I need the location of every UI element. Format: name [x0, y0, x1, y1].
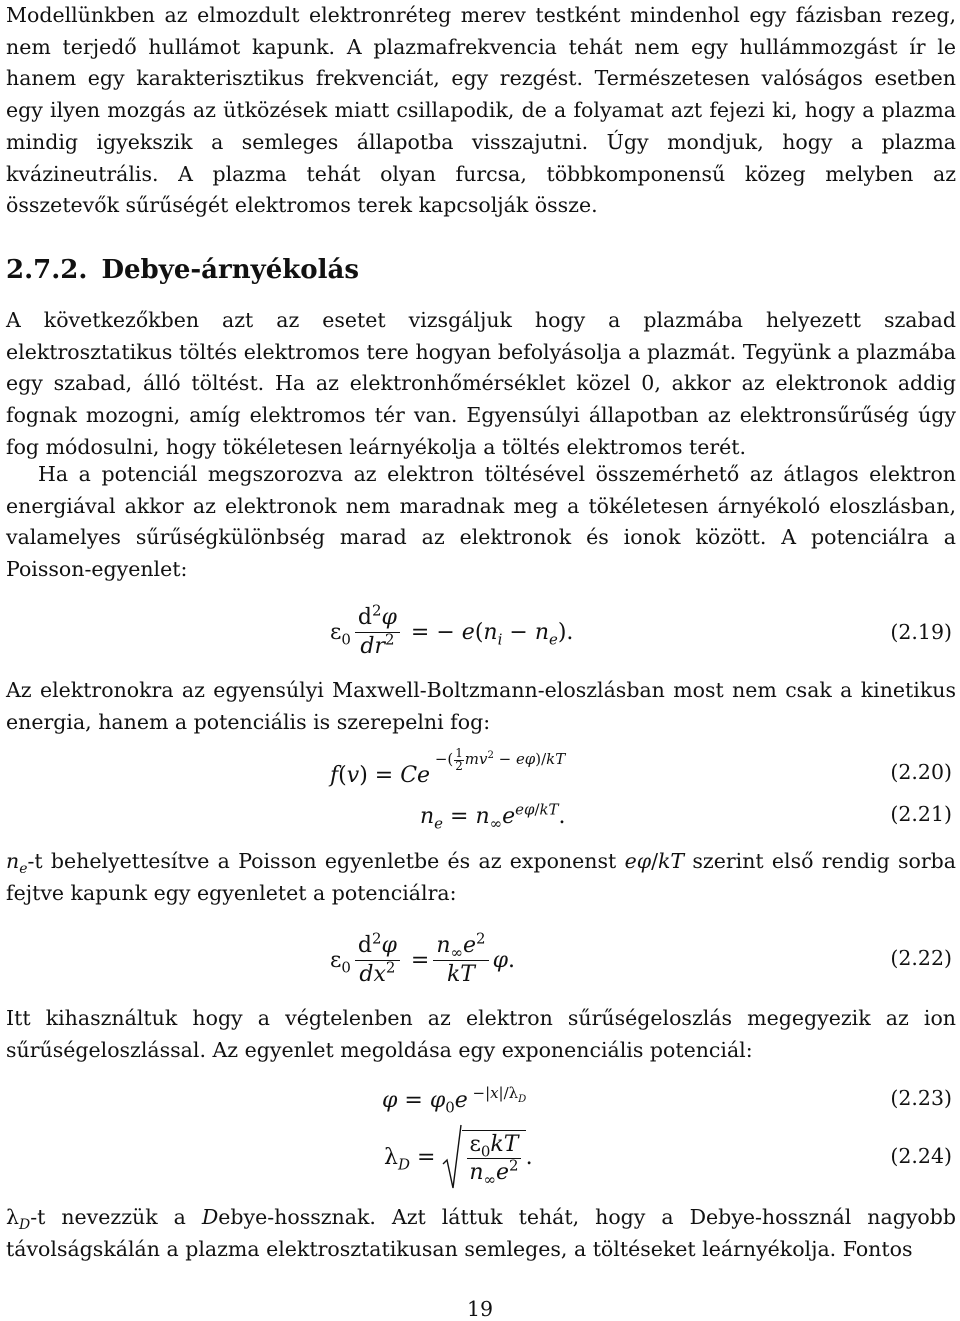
equation-distribution: f(v) = Ce $^{-( \frac{1}{2} mv^2 - e\varphi)/kT}$ [330, 745, 566, 788]
equation-number-2-19: (2.19) [890, 620, 952, 644]
equation-exponential-potential: $\varphi = \varphi_0e$ $^{-|x|/\lambda_D}$ [382, 1084, 527, 1116]
page-number: 19 [466, 1297, 494, 1321]
paragraph-debye-length: $\lambda_D-t$ nevezzük a Debye-hossznak. Azt láttuk tehát, hogy a Debye-hossznál nagyobb távolságskálán a plazma elektrosztatikusan semleges, a töltéseket leárnyékolja. Fontos [6, 1205, 956, 1261]
section-title: Debye-árnyékolás [101, 255, 359, 285]
equation-number-2-22: (2.22) [890, 946, 952, 970]
debye-text-2: ebye-hossznak. Azt láttuk tehát, hogy a Debye-hossznál nagyobb távolságskálán a plazma elektrosztatikusan semleges, a töltéseket leárnyékolja. Fontos [6, 1205, 956, 1261]
equation-number-2-23: (2.23) [890, 1086, 952, 1110]
paragraph-potential: Ha a potenciál megszorozva az elektron töltésével összemérhető az átlagos elektron energiával akkor az elektronok nem maradnak meg a tökéletesen árnyékoló eloszlásban, valamelyes sűrűségkülönbség marad az elektronok és ionok között. A potenciálra a Poisson-egyenlet: [6, 462, 956, 582]
equation-linearized-poisson: $\varepsilon_0$ $\frac{d^2\varphi}{dx^2}$ = $\frac{n_\infty e^2}{kT}$ φ. [330, 930, 515, 987]
equation-poisson: $\varepsilon_0$ $\frac{d^2\varphi}{dr^2}$ = − $e(n_i - n_e)$. [330, 602, 574, 659]
debye-text-1: -t nevezzük a [30, 1205, 186, 1229]
paragraph-maxwell-boltzmann: Az elektronokra az egyensúlyi Maxwell-Boltzmann-eloszlásban most nem csak a kinetikus energia, hanem a potenciális is szerepelni fog: [6, 678, 956, 734]
equation-number-2-21: (2.21) [890, 802, 952, 826]
substitution-text-1: -t behelyettesítve a Poisson egyenletbe és az exponenst [27, 849, 617, 873]
paragraph-substitution: $n_e-t$ behelyettesítve a Poisson egyenletbe és az exponenst eφ/kT szerint első rendig sorba fejtve kapunk egy egyenletet a potenciálra: [6, 849, 956, 905]
substitution-text-2: szerint első rendig sorba fejtve kapunk egy egyenletet a potenciálra: [6, 849, 956, 905]
paragraph-debye-intro: A következőkben azt az esetet vizsgáljuk hogy a plazmába helyezett szabad elektrosztatikus töltés elektromos tere hogyan befolyásolja a plazmát. Tegyünk a plazmába egy szabad, álló töltést. Ha az elektronhőmérséklet közel 0, akkor az elektronok addig fognak mozogni, amíg elektromos tér van. Egyensúlyi állapotban az elektronsűrűség úgy fog módosulni, hogy tökéletesen leárnyékolja a töltés elektromos terét. [6, 308, 956, 459]
equation-electron-density: $n_e = n_\infty e^{e\varphi/kT}$. [420, 800, 566, 832]
equation-number-2-20: (2.20) [890, 760, 952, 784]
paragraph-plasma-oscillation: Modellünkben az elmozdult elektronréteg merev testként mindenhol egy fázisban rezeg, nem terjedő hullámot kapunk. A plazmafrekvencia tehát nem egy hullámmozgást ír le hanem egy karakterisztikus frekvenciát, egy rezgést. Természetesen valóságos esetben egy ilyen mozgás az ütközések miatt csillapodik, de a folyamat azt fejezi ki, hogy a plazma mindig igyekszik a semleges állapotba visszajutni. Úgy mondjuk, hogy a plazma kvázineutrális. A plazma tehát olyan furcsa, többkomponensű közeg melyben az összetevők sűrűségét elektromos terek kapcsolják össze. [6, 3, 956, 218]
square-root-symbol: $\frac{\varepsilon_0kT}{n_\infty e^2}$ [442, 1124, 525, 1190]
paragraph-solution: Itt kihasználtuk hogy a végtelenben az elektron sűrűségeloszlás megegyezik az ion sűrűségeloszlással. Az egyenlet megoldása egy exponenciális potenciál: [6, 1006, 956, 1062]
equation-debye-length: $\lambda_D$ = $\frac{\varepsilon_0kT}{n_\infty e^2}$ . [384, 1122, 533, 1192]
section-number: 2.7.2. [6, 255, 88, 285]
equation-number-2-24: (2.24) [890, 1144, 952, 1168]
section-heading [6, 252, 359, 288]
